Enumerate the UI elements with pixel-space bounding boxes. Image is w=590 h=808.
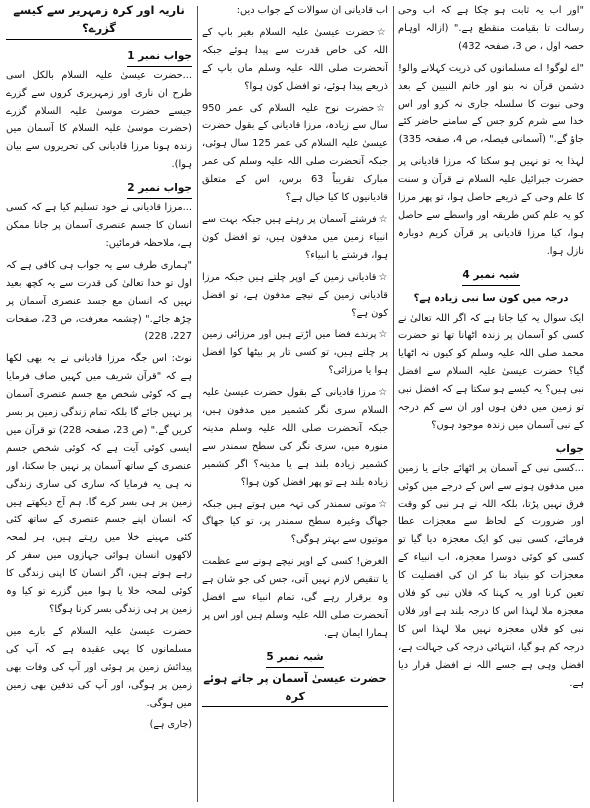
- doubt-heading-5: حضرت عیسیٰ آسمان پر جاتے ہوئے کرہ: [202, 670, 388, 707]
- doubt-tag-4: شبہ نمبر 4: [462, 267, 519, 286]
- continued-note: (جاری ہے): [149, 719, 192, 731]
- body-paragraph: ...کسی نبی کے آسمان پر اٹھائے جانے یا زمین میں مدفون ہونے سے اس کے درجے میں کوئی فرق نہیں پڑتا، بلکہ اللہ نے ہر نبی کو وقت اور ضرورت کے لحاظ سے معجزات عطا فرمائے، کسی نبی کو ایک معجزہ دیا گیا تو کسی کو کوئی دوسرا معجزہ، اب انبیاء کے معجزات کو بنیاد بنا کر ان کی افضلیت کا تعین کرنا اور یہ کہنا کہ فلاں نبی کو فلاں معجزہ ملا لہذا اس کا درجہ بلند ہے اور فلاں نبی کو فلاں معجزہ نہیں ملا لہذا اس کا درجہ کم ہو گیا، انتہائی درجہ کی جہالت ہے، افضل وہی ہے جسے اللہ نے افضل قرار دیا ہے.: [398, 462, 584, 689]
- body-paragraph: نوٹ: اس جگہ مرزا قادیانی نے یہ بھی لکھا ہے کہ "قرآن شریف میں کہیں صاف فرمایا ہے کہ کوئی شخص مع جسم عنصری آسمان پر نہیں جائے گا بلکہ تمام زندگی زمین پر بسر کریں گے." (ص 23، صفحہ 228) تو قرآن میں ایسی کوئی آیت ہے کہ کوئی شخص جسم عنصری کے ساتھ آسمان پر نہیں جا سکتا، اور نہ ہی یہ فرمایا کہ ساری کی ساری زندگی زمین پر ہی بسر کرے گا. ہم آج دیکھتے ہیں کہ انسان اپنے جسم عنصری کے ساتھ کئی کئی مہینے خلا میں رہتے ہیں، ہر لمحہ لاکھوں انسان ہوائی جہازوں میں سفر کر رہے ہوتے ہیں، اگر انسان کا اپنی زندگی کا کوئی لمحہ خلا یا ہوا میں گزرے تو کیا وہ زمین پر ہی زندگی بسر کرنا ہوگا؟: [6, 353, 192, 615]
- answer-tag-2: جواب نمبر 2: [127, 180, 192, 199]
- question-item: ☆ حضرت نوح علیہ السلام کی عمر 950 سال سے زیادہ، مرزا قادیانی کے بقول حضرت عیسیٰ علیہ السلام کی عمر 125 سال ہوئی، جبکہ آنحضرت صلی اللہ علیہ وسلم کی عمر مبارک تقریباً 63 برس، اس کے متعلق قادیانیوں کا کیا خیال ہے؟: [202, 100, 388, 207]
- quote-paragraph: "اور اب یہ ثابت ہو چکا ہے کہ اب وحی رسالت تا بقیامت منقطع ہے." (ازالہ اوہام حصہ اول ، ص 3، صفحہ 432): [398, 5, 584, 52]
- question-item: ☆ موتی سمندر کی تہہ میں ہوتے ہیں جبکہ جھاگ وغیرہ سطح سمندر پر، تو کیا جھاگ موتیوں سے بہتر ہوگی؟: [202, 496, 388, 550]
- body-paragraph: الغرض! کسی کے اوپر نیچے ہونے سے عظمت یا تنقیص لازم نہیں آتی، جس کی جو شان ہے وہ برقرار رہے گی، تمام انبیاء سے افضل آنحضرت صلی اللہ علیہ وسلم ہیں اور اس پر ہمارا ایمان ہے.: [202, 556, 388, 639]
- column-divider-left: [197, 6, 198, 802]
- doubt-tag-5-wrapper: [202, 647, 388, 668]
- section-title: ناریہ اور کرہ زمہریر سے کیسے گزرے؟: [6, 2, 192, 40]
- quote-paragraph: "اے لوگو! اے مسلمانوں کی ذریت کہلانے والو! دشمن قرآن نہ بنو اور خاتم النبیین کے بعد وحی نبوت کا سلسلہ جاری نہ کرو اور اس خدا سے شرم کرو جس کے سامنے حاضر کئے جاؤ گے." (آسمانی فیصلہ، ص 4، صفحہ 335): [398, 62, 584, 146]
- question-item: ☆ مرزا قادیانی کے بقول حضرت عیسیٰ علیہ السلام سری نگر کشمیر میں مدفون ہیں، جبکہ آنحضرت صلی اللہ علیہ وسلم مدینہ منورہ میں، سری نگر کی سطح سمندر سے کشمیر زیادہ بلند ہے یا مدینہ؟ اگر کشمیر زیادہ بلند ہے تو پھر افضل کون ہوا؟: [202, 384, 388, 491]
- question-item: ☆ فرشتے آسمان پر رہتے ہیں جبکہ بہت سے انبیاء زمین میں مدفون ہیں، تو افضل کون ہوا، فرشتے یا انبیاء؟: [202, 211, 388, 265]
- doubt-tag-4-wrapper: [398, 265, 584, 286]
- column-left: [6, 2, 192, 806]
- body-paragraph: لہذا یہ تو نہیں ہو سکتا کہ مرزا قادیانی پر حضرت جبرائیل علیہ السلام نے قرآن و سنت کا علم وحی کے ذریعے حاصل ہوا، تو پھر مرزا کو یہ علم کس طریقہ اور واسطے سے حاصل ہوا، کیا مرزا قادیانی پر قرآن کریم دوبارہ نازل ہوا.: [398, 156, 584, 257]
- answer-tag-1: جواب نمبر 1: [127, 48, 192, 67]
- body-paragraph: ...حضرت عیسیٰ علیہ السلام بالکل اسی طرح ان ناری اور زمہریری کروں سے گزرے جیسے حضرت موسیٰ علیہ السلام گزرے (حضرت موسیٰ علیہ السلام کا آسمان میں زندہ ہونا مرزا قادیانی کی تحریروں سے بیان ہوا).: [6, 69, 192, 171]
- column-middle: [202, 2, 388, 806]
- body-paragraph: ...مرزا قادیانی نے خود تسلیم کیا ہے کہ کسی انسان کا جسم عنصری آسمان پر جانا ممکن ہے، ملاحظہ فرمائیں:: [6, 202, 192, 249]
- doubt-heading-4: درجہ میں کون سا نبی زیادہ ہے؟: [413, 292, 569, 304]
- answer-tag: جواب: [556, 441, 584, 460]
- question-item: ☆ پرندے فضا میں اڑتے ہیں اور مرزائی زمین پر چلتے ہیں، تو کسی تار پر بیٹھا کوا افضل ہوا یا مرزائی؟: [202, 326, 388, 380]
- column-divider-right: [393, 6, 394, 802]
- body-paragraph: اب قادیانی ان سوالات کے جواب دیں:: [236, 5, 388, 16]
- question-item: ☆ حضرت عیسیٰ علیہ السلام بغیر باپ کے اللہ کی خاص قدرت سے پیدا ہوئے جبکہ آنحضرت صلی اللہ علیہ وسلم ماں باپ کے ذریعے پیدا ہوئے، تو افضل کون ہوا؟: [202, 24, 388, 96]
- quote-paragraph: "ہماری طرف سے یہ جواب ہی کافی ہے کہ اول تو خدا تعالیٰ کی قدرت سے یہ کچھ بعید نہیں کہ انسان مع جسد عنصری آسمان پر چڑھ جائے." (چشمہ معرفت، ص 23، صفحات 227، 228): [6, 259, 192, 343]
- doubt-tag-5: شبہ نمبر 5: [266, 649, 323, 668]
- question-item: ☆ قادیانی زمین کے اوپر چلتے ہیں جبکہ مرزا قادیانی زمین کے نیچے مدفون ہے، تو افضل کون ہے؟: [202, 269, 388, 323]
- column-right: [398, 2, 584, 806]
- body-paragraph: حضرت عیسیٰ علیہ السلام کے بارے میں مسلمانوں کا یہی عقیدہ ہے کہ آپ کی پیدائش زمین پر ہوئی اور آپ کی وفات بھی زمین پر ہوگی، اور آپ کی تدفین بھی زمین میں ہوگی.: [6, 625, 192, 709]
- body-paragraph: ایک سوال یہ کیا جاتا ہے کہ اگر اللہ تعالیٰ نے کسی کو آسمان پر زندہ اٹھانا تھا تو حضرت محمد صلی اللہ علیہ وسلم کو کیوں نہ اٹھایا گیا؟ حضرت عیسیٰ علیہ السلام سے افضل نبی ہیں؟ یہ کیسے ہو سکتا ہے کہ افضل نبی تو زمین میں دفن ہوں اور ان سے کم درجہ کے نبی آسمان میں زندہ موجود ہوں؟: [398, 312, 584, 431]
